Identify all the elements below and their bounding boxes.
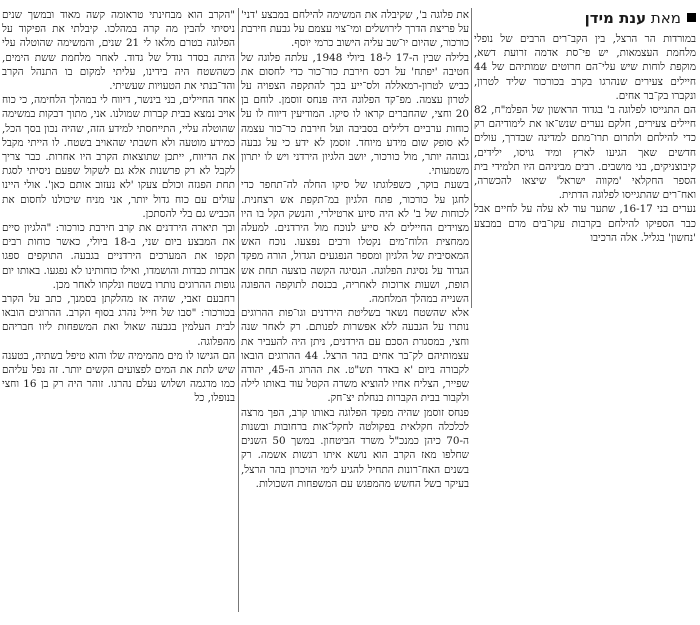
paragraph: רחבעם זאבי, שהיה אז מהלקתן בסמנך, כתב על הקרב בכורכור: "סבו של חייל נהרג בסוף הקרב. ההרוגים הובאו לבית העלמין בגבעה שאול ואת המשפחות ליוו חבריהם מהפלוגה. — [2, 293, 235, 348]
article-column-middle — [241, 8, 469, 612]
paragraph: "הקרב הוא מבחינתי טראומה קשה מאוד ובמשך שנים ניסיתי להבין מה קרה במהלכו. קיבלתי את הפיקוד על הפלוגה בטרם מלאו לי 21 שנים, והמשימה שהוטלה עלי היתה בסדר גודל של גדוד. לאחר מלחמת ששת הימים, כשהשטח היה בידינו, עליתי למקום בו התנהל הקרב והד־בנתי את הטעויות שעשיתי. — [2, 9, 235, 93]
author-name: ענת מידן — [584, 9, 647, 27]
column-divider — [471, 8, 472, 308]
paragraph: ובך תיארה הירדנים את קרב חירבת כורכור: "הלגיון סיים את המבצע ביום שני, ב-18 ביולי, כאשר כוחות רבים תקפו את המערכים הירדניים בגבעה. התוקפים ספגו אבדות כבדות והושמדו, ואילו כוחותינו לא נפגעו. באותו יום גופות ההרוגים נותרו בשטח ונלקחו לאחר מכן. — [2, 222, 235, 291]
byline-prefix: מאת — [650, 9, 681, 27]
paragraph: אלא שהשטח נשאר בשליטת הירדנים וגו־פות ההרוגים נותרו על הגבעה ללא אפשרות לפנותם. רק לאחר שנה וחצי, במסגרת הסכם עם הירדנים, ניתן היה להעביר את עצמותיהם לק־בר אחים בהר הרצל. 44 ההרוגים הובאו לקבורה ביום 'א באדר תש"ט. את ההרוג ה-45, יהודה שפייר, הצליח אחיו להוציא משדה הקטל עוד באותו לילה ולקבור בבית הקברות בנחלת יצ־חק. — [241, 307, 469, 405]
paragraph: הם הגישו לו מים מהמימיה שלו והוא טיפל בשתיה, בטענה שיש לתת את המים לפצועים הקשים יותר. זה נפל עליהם כמו מדגמה ושלוש נעלם נהרגו. זוהר היה רק בן 16 וחצי בנופלו, כל — [2, 349, 235, 405]
paragraph: נערים בני 16-17, שתער עוד לא עלה על לחיים אבל כבר הספיקו להילחם בקרבות עקו־בים מדם במבצע 'נחשון' בגליל. אלה הרכיבו — [474, 203, 696, 244]
article-column-left — [2, 8, 235, 612]
paragraph: אחד החיילים, בני בינשר, דיווח לי במהלך הלחימה, כי כוח אויב נמצא בבית קברות שמולנו. אני, מתוך דבקות במשימה שהוטלה עליי, התייחסתי למידע הזה, שהיה נכון בסך הכל, כמידע מוטעה ולא חשבתי שהאויב בשטח. לו הייתי מקבל את הדיווח, ייתכן שתוצאות הקרב היו אחרות. כבר צריך לקבל לא רק פרשנות אלא גם לשקול שפעם ניסיתי לסגת תחת הפגזה וכולם צעקו 'לא נעזוב אותם כאן'. אולי היינו עולים עם כוח גדול יותר, אני מניח שיכולנו לחסום את הכביש גם בלי להסתכן. — [2, 94, 235, 220]
paragraph: את פלוגה ב', שקיבלה את המשימה להילחם במבצע 'דני' על פריצת הדרך לירושלים ומי־צוי עצמם על גבעת חירבת כורכור, שהיום יו־שב עליה הישוב כרמי יוסף. — [241, 9, 469, 50]
paragraph: במורדות הר הרצל, בין הקב־רים הרבים של נופלי מלחמת העצמאות, יש פי־סת אדמה זרועת דשא, מוקפת לוחות שיש עלי־הם חרוטים שמותיהם של 44 חיילים צעירים שנהרגו בקרב בכורכור שליד לטרון, ונקברו בק־בר אחים. — [474, 33, 696, 102]
article-column-right — [474, 8, 696, 308]
column-divider — [238, 8, 239, 612]
byline — [474, 8, 696, 28]
paragraph: בלילה שבין ה-17 ל-18 ביולי 1948, עלתה פלוגה של חטיבה 'יפתח' על רכס חירבת כור־כור כדי לחסום את כביש לטרון-רמאללה ולס־ייע בכך להתקפה הצפויה על לטרון עצמה. מפ־קד הפלוגה היה פנחס זוסמן. לוחם בן 20 וחצי, שהחברים קראו לו סיקו. המודיעין דיווח לו על כוחות ערביים דלילים בסביבה ועל חירבת כר־כור עצמה לא סופק שום מידע מיוחד. זוסמן לא ידע כי על גבעה גבוהה יותר, מול כורכור, יושב הלגיון הירדני ויש לו יתרון משמעותי. — [241, 51, 469, 178]
square-bullet-icon — [687, 13, 696, 22]
paragraph: פנחס זוסמן שהיה מפקד הפלוגה באותו קרב, הפך מרצה לכלכלה חקלאית בפקולטה לחקל־אות ברחובות ובשנות ה-70 כיהן כמנכ"ל משרד הביטחון. במשך 50 השנים שחלפו מאז הקרב הוא נושא איתו רגשות אשמה. רק בשנים האח־רונות התחיל להגיע לימי הזיכרון בהר הרצל, בעיקר בשל החשש מהמפגש עם המשפחות השכולות. — [241, 406, 469, 490]
paragraph: בשעת בוקר, כשפלוגתו של סיקו החלה לה־תחפר כדי לחגן על כורכור, פתח הלגיון במ־תקפת אש רצחנית. לכוחות של ב' לא היה סיוע ארטילרי, והנשק הקל בו היו מצוידים החיילים לא סייע לנוכח מול הירדנים. למעלה ממחצית הלוח־מים נקטלו ורבים נפצעו. נוכח האש המאסיבית של הלגיון ומספר הנפגעים הגדול, הורה מפקד הגדוד על נסיגת הפלוגה. הנסיגה הקשה בוצעה תחת אש תופת, ושעות ארוכות לאחריה, בכנסת לתוקפה ההפוגה השנייה במהלך המלחמה. — [241, 179, 469, 306]
paragraph: הם התגייסו לפלוגה ב' בגדוד הראשון של הפלמ"ח, 82 חיילים צעירים, חלקם נערים שנש־או את לימודיהם רק כדי להילחם ולתרום תרו־מתם למדינה שבדרך, עולים חדשים שאך הגיעו לארץ ומיד גויסו, ילידים, קיבוצניקים, בני מושבים. רבים מביניהם היו תלמידי בית הספר החקלאי 'מקווה ישראל' שיצאו להכשרה, ואח־רים שהתגייסו לפלוגה הדתית. — [474, 104, 696, 202]
